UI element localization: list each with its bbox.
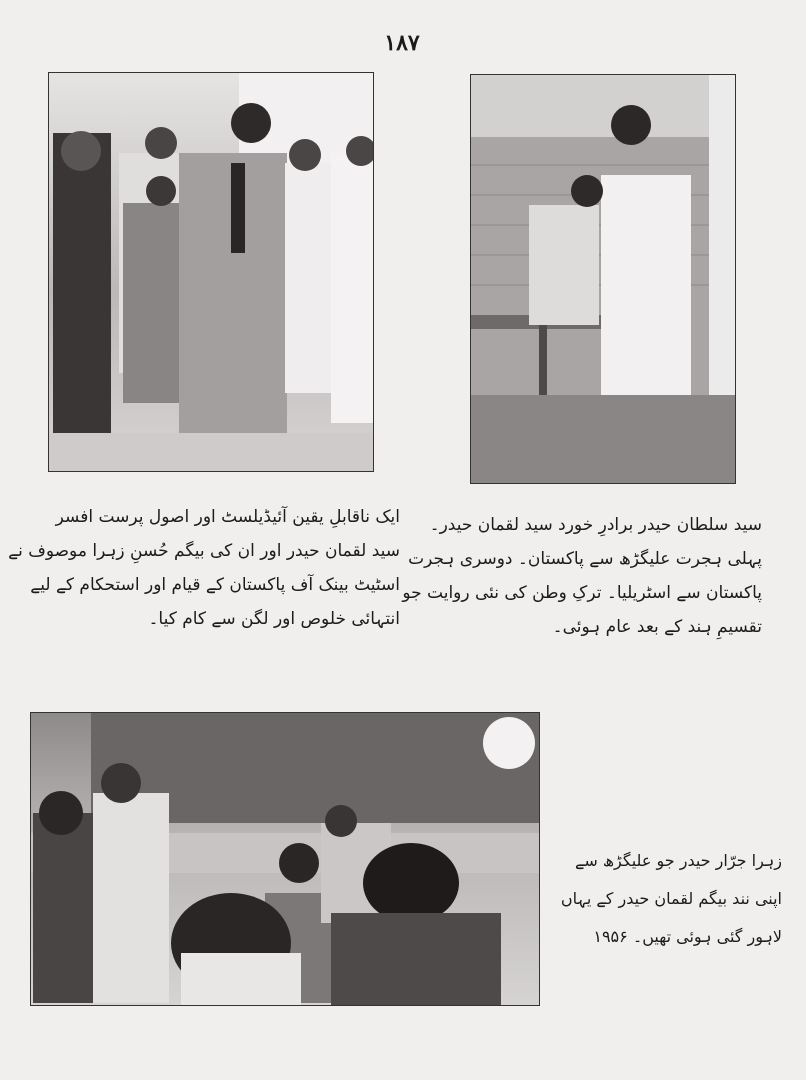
caption-line: اسٹیٹ بینک آف پاکستان کے قیام اور استحکام کے لیے — [30, 575, 400, 595]
caption-line: لاہور گئی ہوئی تھیں۔ ۱۹۵۶ — [593, 927, 782, 946]
photo-man-girl-bench — [470, 74, 736, 484]
caption-line: انتہائی خلوص اور لگن سے کام کیا۔ — [148, 609, 400, 629]
caption-line: پہلی ہجرت علیگڑھ سے پاکستان۔ دوسری ہجرت — [408, 549, 762, 569]
photo-group-portrait — [48, 72, 374, 472]
caption-line: سید لقمان حیدر اور ان کی بیگم حُسنِ زہرا موصوف نے — [8, 541, 400, 561]
caption-line: تقسیمِ ہند کے بعد عام ہوئی۔ — [552, 617, 762, 637]
caption-women-children — [550, 842, 782, 956]
caption-line: اپنی نند بیگم لقمان حیدر کے یہاں — [560, 889, 782, 908]
page-number: ۱۸۷ — [384, 30, 420, 56]
caption-man-girl-bench — [402, 508, 762, 644]
caption-line: زہرا جرّار حیدر جو علیگڑھ سے — [575, 851, 782, 870]
caption-line: سید سلطان حیدر برادرِ خورد سید لقمان حیدر۔ — [429, 515, 762, 535]
photo-women-children — [30, 712, 540, 1006]
caption-line: ایک ناقابلِ یقین آئیڈیلسٹ اور اصول پرست افسر — [55, 507, 400, 527]
caption-line: پاکستان سے اسٹریلیا۔ ترکِ وطن کی نئی روایت جو — [402, 583, 762, 603]
caption-group-portrait — [8, 500, 400, 636]
